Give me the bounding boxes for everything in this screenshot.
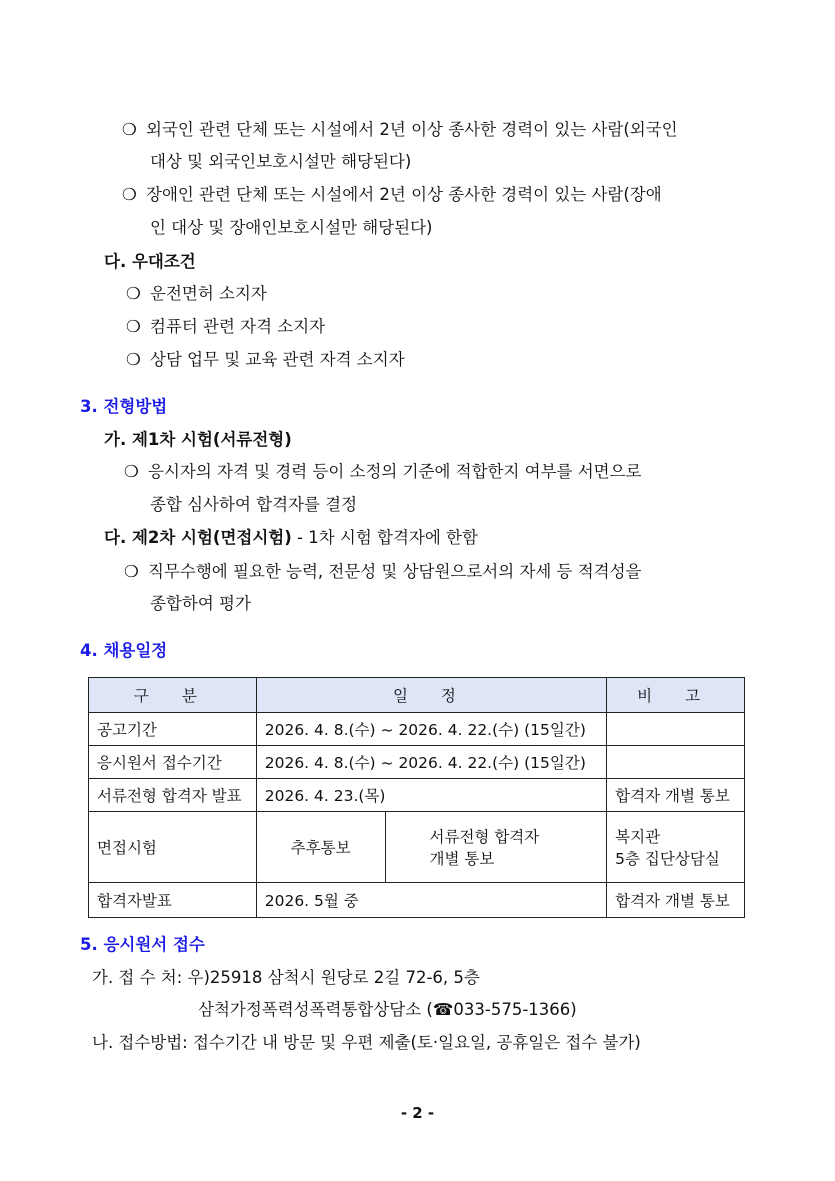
header-category: 구 분 xyxy=(89,678,257,713)
text: 컴퓨터 관련 자격 소지자 xyxy=(150,317,326,336)
table-row xyxy=(89,883,745,918)
bullet-icon: ❍ xyxy=(122,185,137,204)
cell: 응시원서 접수기간 xyxy=(89,746,257,779)
qual-item-2 xyxy=(122,184,662,206)
text: 서류전형 합격자 xyxy=(429,828,540,846)
cell: 합격자 개별 통보 xyxy=(607,779,745,812)
table-row xyxy=(89,779,745,812)
pref-title: 다. 우대조건 xyxy=(104,252,196,271)
qual-item-1 xyxy=(122,119,678,141)
section-3-title: 3. 전형방법 xyxy=(80,397,168,416)
text: 외국인 관련 단체 또는 시설에서 2년 이상 종사한 경력이 있는 사람(외국인 xyxy=(146,120,678,139)
text: 장애인 관련 단체 또는 시설에서 2년 이상 종사한 경력이 있는 사람(장애 xyxy=(146,185,662,204)
cell xyxy=(607,713,745,746)
s3-b-title-line xyxy=(104,527,478,549)
s5-method: 나. 접수방법: 접수기간 내 방문 및 우편 제출(토·일요일, 공휴일은 접수 불가) xyxy=(92,1033,641,1052)
cell: 2026. 4. 23.(목) xyxy=(256,779,606,812)
s3-a-item xyxy=(124,461,642,483)
s5-address: 가. 접 수 처: 우)25918 삼척시 원당로 2길 72-6, 5층 xyxy=(92,968,480,987)
bullet-icon: ❍ xyxy=(124,462,139,481)
cell: 추후통보 xyxy=(256,812,385,883)
cell: 합격자 개별 통보 xyxy=(607,883,745,918)
qual-item-1-cont: 대상 및 외국인보호시설만 해당된다) xyxy=(150,152,412,171)
bullet-icon: ❍ xyxy=(126,350,141,369)
text: 직무수행에 필요한 능력, 전문성 및 상담원으로서의 자세 등 적격성을 xyxy=(148,562,642,581)
header-schedule: 일 정 xyxy=(256,678,606,713)
text: 개별 통보 xyxy=(429,850,495,868)
bullet-icon: ❍ xyxy=(126,284,141,303)
cell: 2026. 4. 8.(수) ~ 2026. 4. 22.(수) (15일간) xyxy=(256,746,606,779)
s5-office: 삼척가정폭력성폭력통합상담소 (☎033-575-1366) xyxy=(198,1000,577,1019)
section-4-title: 4. 채용일정 xyxy=(80,641,168,660)
bullet-icon: ❍ xyxy=(126,317,141,336)
bullet-icon: ❍ xyxy=(122,120,137,139)
text: 운전면허 소지자 xyxy=(150,284,267,303)
header-note: 비 고 xyxy=(607,678,745,713)
s3-b-note: - 1차 시험 합격자에 한함 xyxy=(291,528,478,547)
cell: 2026. 4. 8.(수) ~ 2026. 4. 22.(수) (15일간) xyxy=(256,713,606,746)
s3-b-title: 다. 제2차 시험(면접시험) xyxy=(104,528,292,547)
cell: 면접시험 xyxy=(89,812,257,883)
cell: 합격자발표 xyxy=(89,883,257,918)
table-row xyxy=(89,713,745,746)
cell: 2026. 5월 중 xyxy=(256,883,606,918)
text: 상담 업무 및 교육 관련 자격 소지자 xyxy=(150,350,405,369)
qual-item-2-cont: 인 대상 및 장애인보호시설만 해당된다) xyxy=(150,218,433,237)
cell xyxy=(607,746,745,779)
cell: 서류전형 합격자 발표 xyxy=(89,779,257,812)
s3-b-item-cont: 종합하여 평가 xyxy=(150,594,251,613)
text: 복지관 xyxy=(615,828,661,846)
pref-item xyxy=(126,349,405,371)
s3-a-item-cont: 종합 심사하여 합격자를 결정 xyxy=(150,495,358,514)
table-row xyxy=(89,746,745,779)
text: 응시자의 자격 및 경력 등이 소정의 기준에 적합한지 여부를 서면으로 xyxy=(148,462,642,481)
bullet-icon: ❍ xyxy=(124,562,139,581)
cell xyxy=(385,812,607,883)
page-number: - 2 - xyxy=(400,1104,435,1122)
schedule-table xyxy=(88,677,745,918)
pref-item xyxy=(126,316,325,338)
s3-b-item xyxy=(124,561,642,583)
section-5-title: 5. 응시원서 접수 xyxy=(80,935,205,954)
text: 5층 집단상담실 xyxy=(615,850,720,868)
cell: 공고기간 xyxy=(89,713,257,746)
table-row-interview xyxy=(89,812,745,883)
pref-item xyxy=(126,283,267,305)
cell xyxy=(607,812,745,883)
s3-a-title: 가. 제1차 시험(서류전형) xyxy=(104,430,292,449)
table-header xyxy=(89,678,745,713)
